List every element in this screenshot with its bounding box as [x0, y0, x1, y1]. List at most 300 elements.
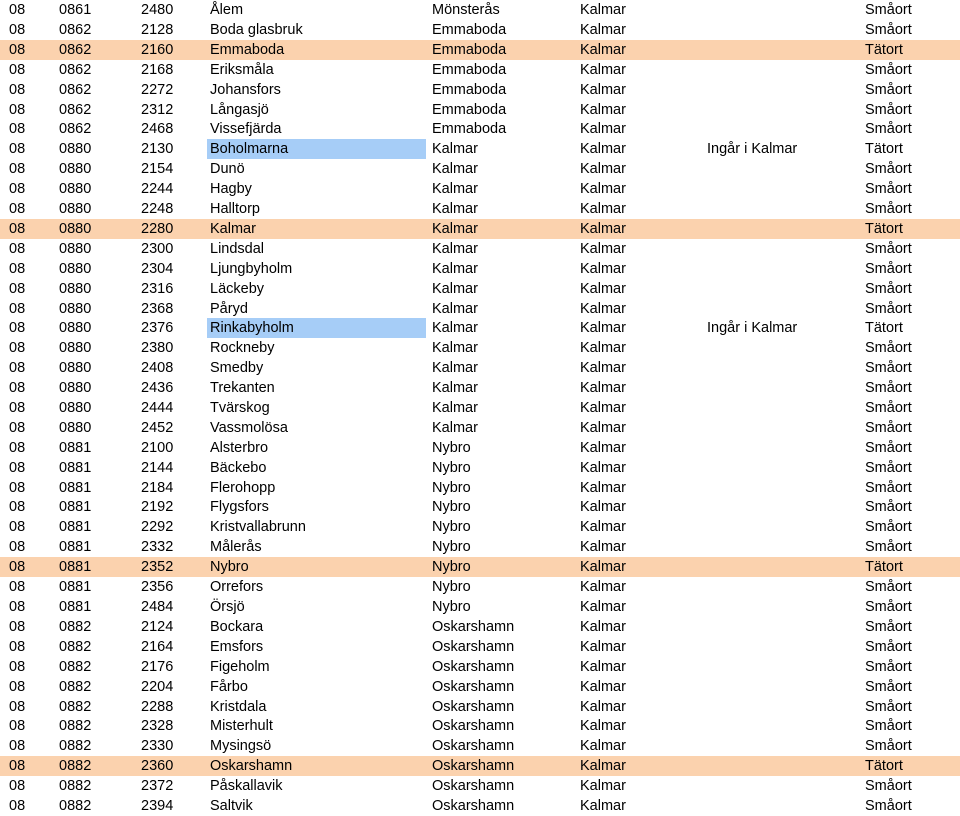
county-name-cell: Kalmar: [580, 2, 626, 18]
municipality-code-cell: 0880: [59, 161, 92, 177]
municipality-name-cell: Kalmar: [432, 161, 478, 177]
municipality-name-cell: Kalmar: [432, 400, 478, 416]
table-row: [0, 736, 960, 756]
table-row: [0, 358, 960, 378]
municipality-name-cell: Oskarshamn: [432, 718, 515, 734]
locality-name-cell: Alsterbro: [210, 440, 269, 456]
municipality-code-cell: 0881: [59, 599, 92, 615]
locality-code-cell: 2160: [141, 42, 174, 58]
lan-code-cell: 08: [9, 181, 26, 197]
locality-code-cell: 2280: [141, 221, 174, 237]
county-name-cell: Kalmar: [580, 718, 626, 734]
table-row: [0, 537, 960, 557]
municipality-name-cell: Oskarshamn: [432, 738, 515, 754]
table-row: [0, 60, 960, 80]
locality-type-cell: Småort: [865, 659, 912, 675]
locality-code-cell: 2468: [141, 121, 174, 137]
lan-code-cell: 08: [9, 758, 26, 774]
municipality-name-cell: Nybro: [432, 539, 471, 555]
table-row: [0, 378, 960, 398]
lan-code-cell: 08: [9, 579, 26, 595]
locality-type-cell: Småort: [865, 301, 912, 317]
locality-type-cell: Småort: [865, 161, 912, 177]
municipality-code-cell: 0881: [59, 480, 92, 496]
locality-type-cell: Småort: [865, 499, 912, 515]
table-row: [0, 159, 960, 179]
locality-type-cell: Småort: [865, 340, 912, 356]
municipality-name-cell: Emmaboda: [432, 82, 507, 98]
county-name-cell: Kalmar: [580, 201, 626, 217]
locality-type-cell: Småort: [865, 619, 912, 635]
lan-code-cell: 08: [9, 301, 26, 317]
municipality-name-cell: Kalmar: [432, 281, 478, 297]
lan-code-cell: 08: [9, 241, 26, 257]
municipality-code-cell: 0880: [59, 380, 92, 396]
lan-code-cell: 08: [9, 400, 26, 416]
locality-type-cell: Småort: [865, 480, 912, 496]
note-cell: Ingår i Kalmar: [707, 141, 798, 157]
locality-type-cell: Småort: [865, 360, 912, 376]
county-name-cell: Kalmar: [580, 22, 626, 38]
table-row: [0, 478, 960, 498]
municipality-name-cell: Kalmar: [432, 360, 478, 376]
municipality-code-cell: 0880: [59, 281, 92, 297]
table-row: [0, 756, 960, 776]
county-name-cell: Kalmar: [580, 758, 626, 774]
locality-name-cell: Bäckebo: [210, 460, 267, 476]
lan-code-cell: 08: [9, 161, 26, 177]
municipality-code-cell: 0862: [59, 82, 92, 98]
lan-code-cell: 08: [9, 460, 26, 476]
county-name-cell: Kalmar: [580, 679, 626, 695]
lan-code-cell: 08: [9, 121, 26, 137]
locality-code-cell: 2312: [141, 102, 174, 118]
lan-code-cell: 08: [9, 380, 26, 396]
locality-type-cell: Småort: [865, 281, 912, 297]
locality-code-cell: 2244: [141, 181, 174, 197]
municipality-name-cell: Oskarshamn: [432, 798, 515, 814]
locality-code-cell: 2436: [141, 380, 174, 396]
municipality-code-cell: 0882: [59, 619, 92, 635]
locality-name-cell: Flygsfors: [210, 499, 269, 515]
table-row: [0, 299, 960, 319]
locality-type-cell: Tätort: [865, 320, 903, 336]
locality-name-cell: Vissefjärda: [210, 121, 282, 137]
municipality-name-cell: Oskarshamn: [432, 778, 515, 794]
locality-type-cell: Småort: [865, 738, 912, 754]
locality-code-cell: 2372: [141, 778, 174, 794]
locality-name-cell: Läckeby: [210, 281, 265, 297]
table-row: [0, 776, 960, 796]
lan-code-cell: 08: [9, 718, 26, 734]
table-row: [0, 239, 960, 259]
municipality-code-cell: 0880: [59, 141, 92, 157]
county-name-cell: Kalmar: [580, 320, 626, 336]
municipality-code-cell: 0880: [59, 340, 92, 356]
municipality-name-cell: Kalmar: [432, 380, 478, 396]
municipality-code-cell: 0880: [59, 420, 92, 436]
municipality-code-cell: 0882: [59, 718, 92, 734]
county-name-cell: Kalmar: [580, 599, 626, 615]
county-name-cell: Kalmar: [580, 221, 626, 237]
lan-code-cell: 08: [9, 201, 26, 217]
locality-code-cell: 2444: [141, 400, 174, 416]
locality-type-cell: Småort: [865, 519, 912, 535]
municipality-code-cell: 0880: [59, 320, 92, 336]
locality-type-cell: Småort: [865, 121, 912, 137]
lan-code-cell: 08: [9, 480, 26, 496]
lan-code-cell: 08: [9, 639, 26, 655]
county-name-cell: Kalmar: [580, 440, 626, 456]
locality-name-cell: Tvärskog: [210, 400, 270, 416]
locality-name-cell: Trekanten: [210, 380, 275, 396]
lan-code-cell: 08: [9, 659, 26, 675]
county-name-cell: Kalmar: [580, 42, 626, 58]
table-row: [0, 259, 960, 279]
county-name-cell: Kalmar: [580, 480, 626, 496]
county-name-cell: Kalmar: [580, 738, 626, 754]
municipality-name-cell: Kalmar: [432, 201, 478, 217]
locality-type-cell: Småort: [865, 679, 912, 695]
municipality-name-cell: Nybro: [432, 579, 471, 595]
locality-name-cell: Målerås: [210, 539, 262, 555]
locality-type-cell: Småort: [865, 798, 912, 814]
locality-code-cell: 2316: [141, 281, 174, 297]
county-name-cell: Kalmar: [580, 778, 626, 794]
locality-code-cell: 2184: [141, 480, 174, 496]
municipality-code-cell: 0880: [59, 221, 92, 237]
locality-type-cell: Småort: [865, 539, 912, 555]
locality-name-cell: Emmaboda: [210, 42, 285, 58]
municipality-name-cell: Oskarshamn: [432, 699, 515, 715]
municipality-code-cell: 0882: [59, 758, 92, 774]
table-row: [0, 80, 960, 100]
municipality-name-cell: Oskarshamn: [432, 659, 515, 675]
county-name-cell: Kalmar: [580, 161, 626, 177]
table-row: [0, 637, 960, 657]
table-row: [0, 318, 960, 338]
locality-type-cell: Småort: [865, 181, 912, 197]
locality-code-cell: 2168: [141, 62, 174, 78]
locality-code-cell: 2164: [141, 639, 174, 655]
locality-code-cell: 2394: [141, 798, 174, 814]
municipality-code-cell: 0880: [59, 360, 92, 376]
county-name-cell: Kalmar: [580, 141, 626, 157]
lan-code-cell: 08: [9, 679, 26, 695]
locality-type-cell: Småort: [865, 62, 912, 78]
table-row: [0, 657, 960, 677]
locality-code-cell: 2176: [141, 659, 174, 675]
locality-name-cell: Rinkabyholm: [207, 318, 426, 338]
locality-name-cell: Bockara: [210, 619, 264, 635]
municipality-code-cell: 0882: [59, 778, 92, 794]
table-row: [0, 139, 960, 159]
table-row: [0, 438, 960, 458]
municipality-code-cell: 0861: [59, 2, 92, 18]
county-name-cell: Kalmar: [580, 539, 626, 555]
locality-name-cell: Smedby: [210, 360, 264, 376]
county-name-cell: Kalmar: [580, 798, 626, 814]
locality-type-cell: Småort: [865, 639, 912, 655]
locality-name-cell: Långasjö: [210, 102, 269, 118]
locality-type-cell: Småort: [865, 2, 912, 18]
county-name-cell: Kalmar: [580, 241, 626, 257]
locality-type-cell: Småort: [865, 460, 912, 476]
lan-code-cell: 08: [9, 738, 26, 754]
municipality-code-cell: 0862: [59, 22, 92, 38]
county-name-cell: Kalmar: [580, 301, 626, 317]
municipality-name-cell: Nybro: [432, 519, 471, 535]
lan-code-cell: 08: [9, 599, 26, 615]
locality-name-cell: Oskarshamn: [210, 758, 293, 774]
table-row: [0, 557, 960, 577]
table-row: [0, 398, 960, 418]
table-row: [0, 517, 960, 537]
locality-name-cell: Kalmar: [210, 221, 256, 237]
municipality-name-cell: Kalmar: [432, 320, 478, 336]
municipality-name-cell: Oskarshamn: [432, 619, 515, 635]
county-name-cell: Kalmar: [580, 62, 626, 78]
locality-name-cell: Vassmolösa: [210, 420, 288, 436]
lan-code-cell: 08: [9, 360, 26, 376]
county-name-cell: Kalmar: [580, 82, 626, 98]
table-row: [0, 617, 960, 637]
county-name-cell: Kalmar: [580, 579, 626, 595]
county-name-cell: Kalmar: [580, 699, 626, 715]
lan-code-cell: 08: [9, 102, 26, 118]
municipality-code-cell: 0881: [59, 440, 92, 456]
locality-name-cell: Figeholm: [210, 659, 270, 675]
county-name-cell: Kalmar: [580, 460, 626, 476]
lan-code-cell: 08: [9, 539, 26, 555]
locality-name-cell: Ljungbyholm: [210, 261, 293, 277]
lan-code-cell: 08: [9, 22, 26, 38]
locality-code-cell: 2300: [141, 241, 174, 257]
locality-type-cell: Småort: [865, 201, 912, 217]
municipality-name-cell: Kalmar: [432, 340, 478, 356]
table-row: [0, 796, 960, 816]
locality-code-cell: 2304: [141, 261, 174, 277]
municipality-name-cell: Kalmar: [432, 181, 478, 197]
locality-name-cell: Hagby: [210, 181, 252, 197]
locality-type-cell: Tätort: [865, 42, 903, 58]
locality-code-cell: 2356: [141, 579, 174, 595]
county-name-cell: Kalmar: [580, 420, 626, 436]
locality-name-cell: Kristdala: [210, 699, 267, 715]
municipality-name-cell: Emmaboda: [432, 121, 507, 137]
locality-type-cell: Småort: [865, 599, 912, 615]
county-name-cell: Kalmar: [580, 360, 626, 376]
table-row: [0, 497, 960, 517]
municipality-code-cell: 0880: [59, 241, 92, 257]
municipality-code-cell: 0881: [59, 559, 92, 575]
municipality-name-cell: Nybro: [432, 559, 471, 575]
municipality-name-cell: Nybro: [432, 440, 471, 456]
locality-name-cell: Örsjö: [210, 599, 245, 615]
table-row: [0, 697, 960, 717]
municipality-code-cell: 0881: [59, 460, 92, 476]
municipality-code-cell: 0881: [59, 539, 92, 555]
locality-code-cell: 2480: [141, 2, 174, 18]
locality-name-cell: Misterhult: [210, 718, 273, 734]
county-name-cell: Kalmar: [580, 499, 626, 515]
municipality-code-cell: 0882: [59, 798, 92, 814]
table-row: [0, 279, 960, 299]
municipality-code-cell: 0862: [59, 121, 92, 137]
lan-code-cell: 08: [9, 440, 26, 456]
locality-type-cell: Tätort: [865, 559, 903, 575]
municipality-name-cell: Kalmar: [432, 221, 478, 237]
locality-code-cell: 2130: [141, 141, 174, 157]
municipality-code-cell: 0882: [59, 639, 92, 655]
locality-type-cell: Småort: [865, 380, 912, 396]
table-row: [0, 179, 960, 199]
locality-code-cell: 2452: [141, 420, 174, 436]
lan-code-cell: 08: [9, 2, 26, 18]
municipality-code-cell: 0882: [59, 738, 92, 754]
municipality-code-cell: 0881: [59, 579, 92, 595]
table-row: [0, 716, 960, 736]
table-row: [0, 677, 960, 697]
lan-code-cell: 08: [9, 340, 26, 356]
table-row: [0, 100, 960, 120]
county-name-cell: Kalmar: [580, 519, 626, 535]
table-row: [0, 577, 960, 597]
locality-code-cell: 2328: [141, 718, 174, 734]
table-row: [0, 338, 960, 358]
locality-code-cell: 2368: [141, 301, 174, 317]
locality-code-cell: 2408: [141, 360, 174, 376]
municipality-code-cell: 0880: [59, 261, 92, 277]
locality-type-cell: Småort: [865, 420, 912, 436]
table-row: [0, 458, 960, 478]
locality-name-cell: Orrefors: [210, 579, 264, 595]
locality-code-cell: 2292: [141, 519, 174, 535]
table-row: [0, 40, 960, 60]
municipality-name-cell: Emmaboda: [432, 42, 507, 58]
lan-code-cell: 08: [9, 281, 26, 297]
county-name-cell: Kalmar: [580, 121, 626, 137]
locality-type-cell: Småort: [865, 778, 912, 794]
locality-code-cell: 2332: [141, 539, 174, 555]
county-name-cell: Kalmar: [580, 261, 626, 277]
municipality-name-cell: Nybro: [432, 460, 471, 476]
lan-code-cell: 08: [9, 141, 26, 157]
locality-name-cell: Emsfors: [210, 639, 264, 655]
table-row: [0, 219, 960, 239]
locality-code-cell: 2288: [141, 699, 174, 715]
lan-code-cell: 08: [9, 42, 26, 58]
lan-code-cell: 08: [9, 519, 26, 535]
locality-type-cell: Småort: [865, 440, 912, 456]
county-name-cell: Kalmar: [580, 559, 626, 575]
locality-type-cell: Småort: [865, 82, 912, 98]
locality-type-cell: Småort: [865, 699, 912, 715]
locality-name-cell: Flerohopp: [210, 480, 276, 496]
locality-code-cell: 2376: [141, 320, 174, 336]
locality-type-cell: Småort: [865, 718, 912, 734]
locality-code-cell: 2144: [141, 460, 174, 476]
lan-code-cell: 08: [9, 221, 26, 237]
locality-type-cell: Tätort: [865, 758, 903, 774]
county-name-cell: Kalmar: [580, 380, 626, 396]
municipality-code-cell: 0881: [59, 519, 92, 535]
lan-code-cell: 08: [9, 261, 26, 277]
county-name-cell: Kalmar: [580, 281, 626, 297]
locality-type-cell: Småort: [865, 400, 912, 416]
locality-code-cell: 2484: [141, 599, 174, 615]
locality-name-cell: Påskallavik: [210, 778, 283, 794]
locality-code-cell: 2204: [141, 679, 174, 695]
lan-code-cell: 08: [9, 699, 26, 715]
lan-code-cell: 08: [9, 62, 26, 78]
county-name-cell: Kalmar: [580, 659, 626, 675]
municipality-code-cell: 0880: [59, 181, 92, 197]
municipality-name-cell: Nybro: [432, 480, 471, 496]
municipality-name-cell: Nybro: [432, 599, 471, 615]
locality-name-cell: Boda glasbruk: [210, 22, 303, 38]
locality-code-cell: 2380: [141, 340, 174, 356]
locality-name-cell: Dunö: [210, 161, 245, 177]
municipality-code-cell: 0880: [59, 201, 92, 217]
municipality-code-cell: 0862: [59, 102, 92, 118]
locality-name-cell: Mysingsö: [210, 738, 272, 754]
locality-name-cell: Johansfors: [210, 82, 281, 98]
municipality-code-cell: 0880: [59, 301, 92, 317]
municipality-code-cell: 0881: [59, 499, 92, 515]
lan-code-cell: 08: [9, 798, 26, 814]
locality-code-cell: 2192: [141, 499, 174, 515]
county-name-cell: Kalmar: [580, 639, 626, 655]
county-name-cell: Kalmar: [580, 181, 626, 197]
table-row: [0, 418, 960, 438]
locality-name-cell: Eriksmåla: [210, 62, 274, 78]
lan-code-cell: 08: [9, 82, 26, 98]
locality-code-cell: 2272: [141, 82, 174, 98]
municipality-code-cell: 0862: [59, 42, 92, 58]
table-row: [0, 597, 960, 617]
municipality-code-cell: 0862: [59, 62, 92, 78]
municipality-name-cell: Oskarshamn: [432, 758, 515, 774]
locality-name-cell: Kristvallabrunn: [210, 519, 306, 535]
municipality-name-cell: Emmaboda: [432, 62, 507, 78]
locality-code-cell: 2128: [141, 22, 174, 38]
locality-type-cell: Småort: [865, 261, 912, 277]
municipality-name-cell: Kalmar: [432, 420, 478, 436]
table-row: [0, 0, 960, 20]
municipality-code-cell: 0882: [59, 679, 92, 695]
locality-name-cell: Nybro: [210, 559, 249, 575]
locality-code-cell: 2100: [141, 440, 174, 456]
municipality-name-cell: Oskarshamn: [432, 639, 515, 655]
lan-code-cell: 08: [9, 619, 26, 635]
locality-code-cell: 2330: [141, 738, 174, 754]
note-cell: Ingår i Kalmar: [707, 320, 798, 336]
locality-name-cell: Ålem: [210, 2, 244, 18]
locality-name-cell: Lindsdal: [210, 241, 265, 257]
locality-code-cell: 2360: [141, 758, 174, 774]
locality-name-cell: Påryd: [210, 301, 248, 317]
county-name-cell: Kalmar: [580, 619, 626, 635]
municipality-name-cell: Mönsterås: [432, 2, 500, 18]
lan-code-cell: 08: [9, 420, 26, 436]
locality-name-cell: Rockneby: [210, 340, 275, 356]
lan-code-cell: 08: [9, 559, 26, 575]
municipality-name-cell: Oskarshamn: [432, 679, 515, 695]
locality-type-cell: Småort: [865, 22, 912, 38]
municipality-name-cell: Kalmar: [432, 141, 478, 157]
table-row: [0, 119, 960, 139]
